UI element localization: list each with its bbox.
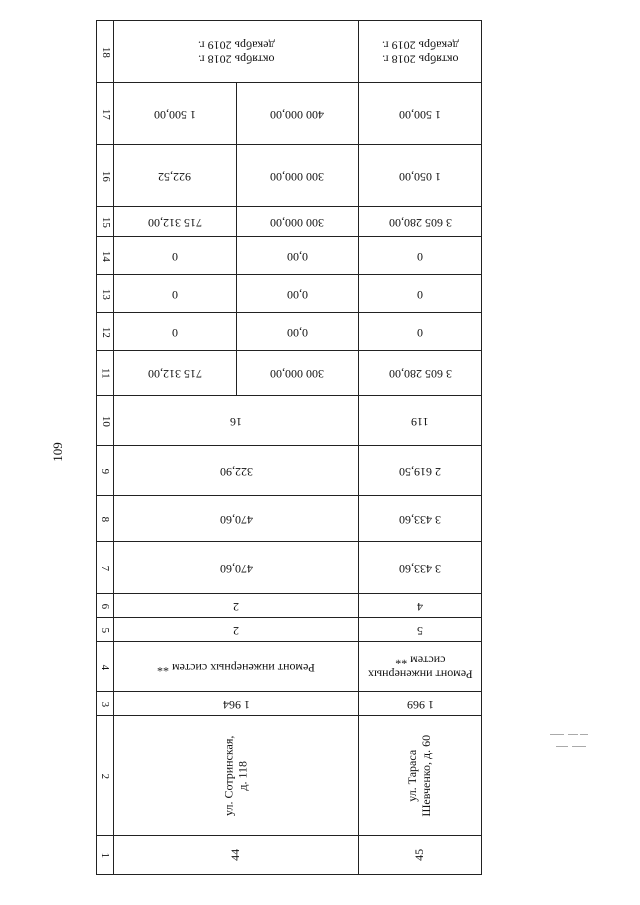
cell-value: 2 619,50 bbox=[359, 446, 482, 496]
cell-work-type: Ремонт инженерных систем ** bbox=[114, 642, 359, 692]
cell-value: 300 000,00 bbox=[236, 207, 359, 237]
cell-work-type: Ремонт инженерных систем ** bbox=[359, 642, 482, 692]
scan-artifact bbox=[550, 732, 592, 750]
cell-value: 322,90 bbox=[114, 446, 359, 496]
cell-value: 0 bbox=[359, 237, 482, 275]
column-number: 3 bbox=[97, 692, 114, 716]
column-number: 7 bbox=[97, 542, 114, 594]
table-row-col-18 bbox=[97, 21, 482, 83]
column-number: 15 bbox=[97, 207, 114, 237]
cell-value: 0 bbox=[114, 237, 237, 275]
cell-value: 1 050,00 bbox=[359, 145, 482, 207]
table-row-col-8 bbox=[97, 496, 482, 542]
table-row-col-14 bbox=[97, 237, 482, 275]
page-number: 109 bbox=[50, 442, 65, 462]
cell-value: 2 bbox=[114, 594, 359, 618]
table-row-col-4 bbox=[97, 642, 482, 692]
column-number: 11 bbox=[97, 351, 114, 396]
table-row-col-2 bbox=[97, 716, 482, 836]
column-number: 8 bbox=[97, 496, 114, 542]
cell-value: 0,00 bbox=[236, 313, 359, 351]
column-number: 10 bbox=[97, 396, 114, 446]
column-number: 2 bbox=[97, 716, 114, 836]
column-number: 9 bbox=[97, 446, 114, 496]
cell-value: 2 bbox=[114, 618, 359, 642]
cell-value: 0 bbox=[359, 313, 482, 351]
column-number: 12 bbox=[97, 313, 114, 351]
cell-year: 1 969 bbox=[359, 692, 482, 716]
cell-value: 400 000,00 bbox=[236, 83, 359, 145]
cell-value: 1 500,00 bbox=[359, 83, 482, 145]
table-row-col-12 bbox=[97, 313, 482, 351]
table-row-col-17 bbox=[97, 83, 482, 145]
cell-value: 4 bbox=[359, 594, 482, 618]
cell-value: 0 bbox=[359, 275, 482, 313]
table-row-col-13 bbox=[97, 275, 482, 313]
cell-value: 0,00 bbox=[236, 237, 359, 275]
column-number: 1 bbox=[97, 836, 114, 875]
cell-value: 300 000,00 bbox=[236, 351, 359, 396]
works-table bbox=[96, 20, 482, 875]
column-number: 13 bbox=[97, 275, 114, 313]
column-number: 17 bbox=[97, 83, 114, 145]
table-row-col-7 bbox=[97, 542, 482, 594]
cell-value: 119 bbox=[359, 396, 482, 446]
column-number: 14 bbox=[97, 237, 114, 275]
table-row-col-6 bbox=[97, 594, 482, 618]
cell-value: 470,60 bbox=[114, 496, 359, 542]
cell-value: 3 433,60 bbox=[359, 496, 482, 542]
cell-number: 45 bbox=[359, 836, 482, 875]
cell-value: 0 bbox=[114, 275, 237, 313]
table-row-col-1 bbox=[97, 836, 482, 875]
table-row-col-15 bbox=[97, 207, 482, 237]
table-row-col-10 bbox=[97, 396, 482, 446]
cell-value: 16 bbox=[114, 396, 359, 446]
cell-number: 44 bbox=[114, 836, 359, 875]
cell-value: 5 bbox=[359, 618, 482, 642]
cell-value: 300 000,00 bbox=[236, 145, 359, 207]
table-row-col-16 bbox=[97, 145, 482, 207]
cell-address: ул. Сотринская, д. 118 bbox=[114, 716, 359, 836]
cell-address: ул. Тараса Шевченко, д. 60 bbox=[359, 716, 482, 836]
cell-value: 0,00 bbox=[236, 275, 359, 313]
cell-year: 1 964 bbox=[114, 692, 359, 716]
cell-value: 3 433,60 bbox=[359, 542, 482, 594]
cell-period: октябрь 2018 г. декабрь 2019 г. bbox=[359, 21, 482, 83]
cell-value: 470,60 bbox=[114, 542, 359, 594]
table-row-col-11 bbox=[97, 351, 482, 396]
column-number: 18 bbox=[97, 21, 114, 83]
cell-value: 3 605 280,00 bbox=[359, 351, 482, 396]
column-number: 6 bbox=[97, 594, 114, 618]
table-row-col-5 bbox=[97, 618, 482, 642]
column-number: 16 bbox=[97, 145, 114, 207]
cell-value: 922,52 bbox=[114, 145, 237, 207]
table-row-col-3 bbox=[97, 692, 482, 716]
cell-value: 715 312,00 bbox=[114, 351, 237, 396]
table-row-col-9 bbox=[97, 446, 482, 496]
cell-value: 0 bbox=[114, 313, 237, 351]
column-number: 5 bbox=[97, 618, 114, 642]
cell-value: 3 605 280,00 bbox=[359, 207, 482, 237]
cell-value: 1 500,00 bbox=[114, 83, 237, 145]
column-number: 4 bbox=[97, 642, 114, 692]
cell-period: октябрь 2018 г. декабрь 2019 г. bbox=[114, 21, 359, 83]
cell-value: 715 312,00 bbox=[114, 207, 237, 237]
